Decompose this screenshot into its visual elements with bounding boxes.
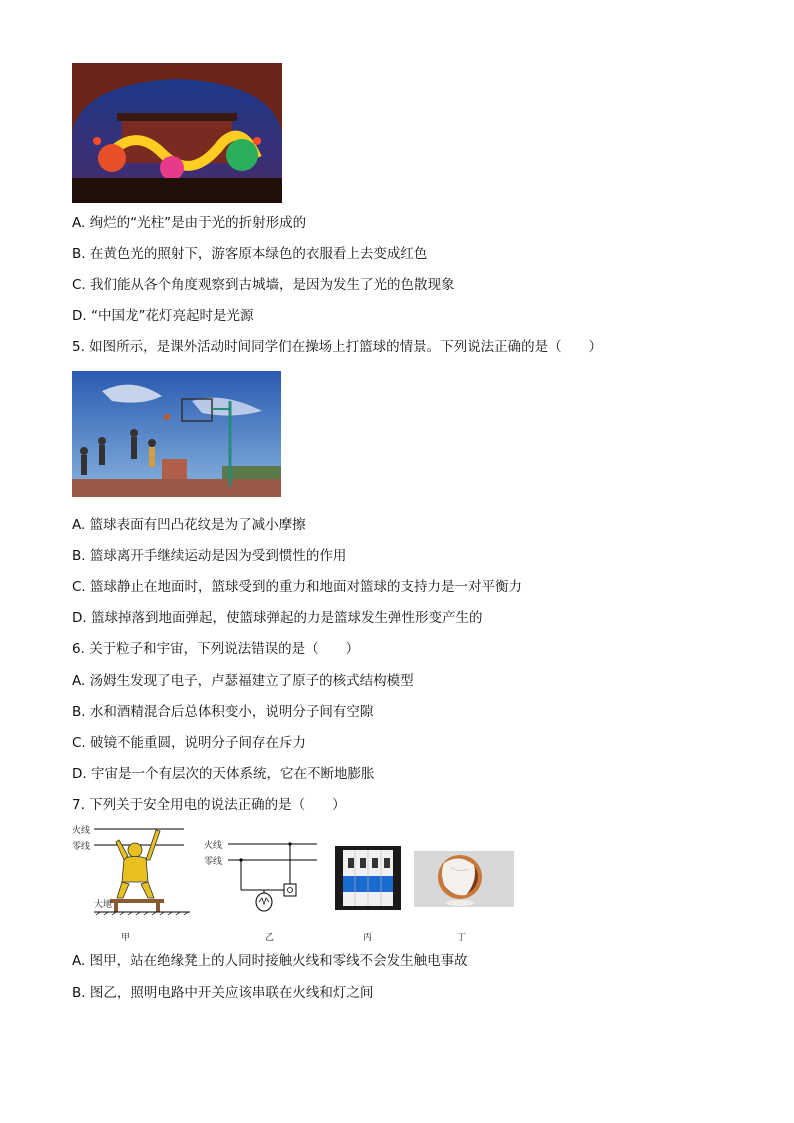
q5-option-d: D. 篮球掉落到地面弹起，使篮球弹起的力是篮球发生弹性形变产生的 xyxy=(72,610,483,626)
dragon-lantern-photo xyxy=(72,63,282,203)
q4-option-b: B. 在黄色光的照射下，游客原本绿色的衣服看上去变成红色 xyxy=(72,246,428,262)
figure-bing-breaker-photo xyxy=(335,846,401,910)
caption-yi: 乙 xyxy=(265,933,275,943)
fig-yi-neutral-label: 零线 xyxy=(204,857,223,867)
caption-jia: 甲 xyxy=(121,933,131,943)
q5-option-a: A. 篮球表面有凹凸花纹是为了减小摩擦 xyxy=(72,517,306,533)
caption-bing: 丙 xyxy=(363,933,373,943)
fig-jia-neutral-label: 零线 xyxy=(72,842,91,852)
fig-jia-live-label: 火线 xyxy=(72,826,91,836)
q4-option-a: A. 绚烂的“光柱”是由于光的折射形成的 xyxy=(72,215,307,231)
q7-option-a: A. 图甲，站在绝缘凳上的人同时接触火线和零线不会发生触电事故 xyxy=(72,953,468,969)
q7-option-b: B. 图乙，照明电路中开关应该串联在火线和灯之间 xyxy=(72,985,374,1001)
basketball-photo xyxy=(72,371,281,497)
fig-yi-live-label: 火线 xyxy=(204,841,223,851)
figure-ding-lamp-photo xyxy=(414,851,514,907)
q5-option-b: B. 篮球离开手继续运动是因为受到惯性的作用 xyxy=(72,548,347,564)
q6-stem: 6. 关于粒子和宇宙，下列说法错误的是（ ） xyxy=(72,641,360,657)
q5-stem: 5. 如图所示，是课外活动时间同学们在操场上打篮球的情景。下列说法正确的是（ ） xyxy=(72,339,603,355)
q6-option-d: D. 宇宙是一个有层次的天体系统，它在不断地膨胀 xyxy=(72,766,375,782)
q5-option-c: C. 篮球静止在地面时，篮球受到的重力和地面对篮球的支持力是一对平衡力 xyxy=(72,579,523,595)
fig-jia-earth-label: 大地 xyxy=(94,900,113,910)
q6-option-c: C. 破镜不能重圆，说明分子间存在斥力 xyxy=(72,735,307,751)
q7-stem: 7. 下列关于安全用电的说法正确的是（ ） xyxy=(72,797,346,813)
caption-ding: 丁 xyxy=(457,933,467,943)
q4-option-d: D. “中国龙”花灯亮起时是光源 xyxy=(72,308,254,324)
q4-option-c: C. 我们能从各个角度观察到古城墙，是因为发生了光的色散现象 xyxy=(72,277,455,293)
q6-option-a: A. 汤姆生发现了电子，卢瑟福建立了原子的核式结构模型 xyxy=(72,673,414,689)
q6-option-b: B. 水和酒精混合后总体积变小，说明分子间有空隙 xyxy=(72,704,374,720)
